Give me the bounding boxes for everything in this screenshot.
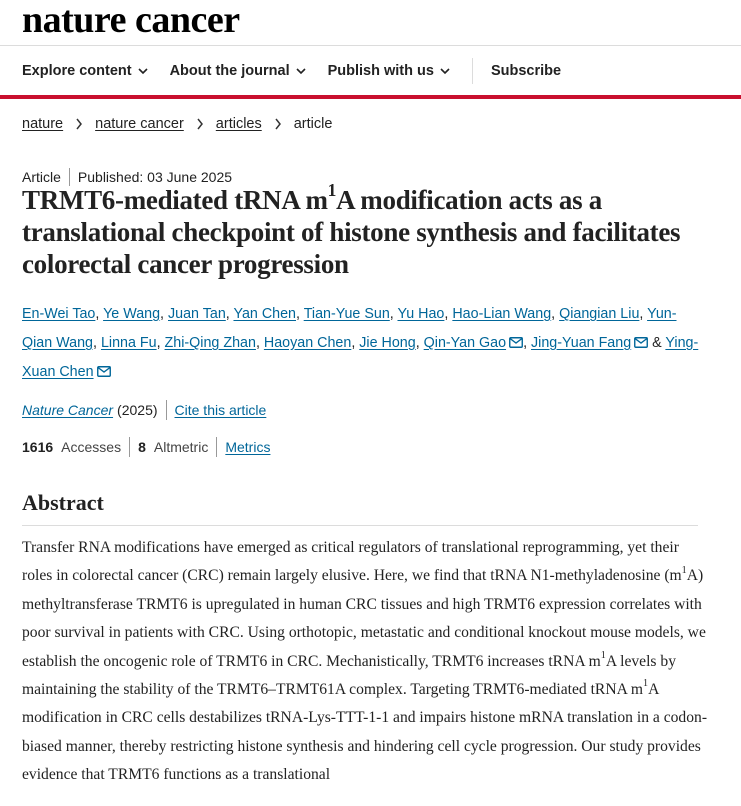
chevron-right-icon xyxy=(75,118,83,130)
author-separator: & xyxy=(648,335,666,351)
nav-about-journal[interactable] xyxy=(170,63,306,79)
author-link[interactable]: Jie Hong xyxy=(359,335,416,351)
author-separator: , xyxy=(639,306,648,322)
mail-icon[interactable] xyxy=(97,359,111,370)
journal-divider xyxy=(166,400,167,420)
author-link[interactable]: En-Wei Tao xyxy=(22,306,96,322)
chevron-right-icon xyxy=(274,118,282,130)
nav-subscribe[interactable] xyxy=(491,63,561,79)
author-link[interactable]: Juan Tan xyxy=(168,306,226,322)
site-logo[interactable]: nature cancer xyxy=(22,0,240,41)
article-title xyxy=(22,180,682,280)
article-metrics xyxy=(22,437,270,457)
author-separator: , xyxy=(551,306,560,322)
nav-publish-with-us[interactable] xyxy=(328,63,450,79)
author-link[interactable]: Jing-Yuan Fang xyxy=(531,335,632,351)
breadcrumb xyxy=(22,116,332,132)
nav-explore-content[interactable] xyxy=(22,63,148,79)
author-separator: , xyxy=(444,306,453,322)
abstract-heading: Abstract xyxy=(22,490,104,515)
author-link[interactable]: Linna Fu xyxy=(100,335,157,351)
breadcrumb-current: article xyxy=(293,116,333,132)
author-separator: , xyxy=(351,335,360,351)
abstract-superscript: 1 xyxy=(643,678,649,690)
mail-icon[interactable] xyxy=(634,330,648,341)
author-separator: , xyxy=(296,306,304,322)
abstract-segment: Transfer RNA modifications have emerged as critical regulators of translational reprogramming, yet their roles in colorectal cancer (CRC) remain largely elusive. Here, we find that tRNA N1-methyladenosine (m xyxy=(22,539,682,585)
title-superscript: 1 xyxy=(327,180,337,201)
abstract-text xyxy=(22,534,707,790)
journal-info xyxy=(22,400,266,420)
author-separator: , xyxy=(415,335,424,351)
author-separator: , xyxy=(160,306,168,322)
mail-icon[interactable] xyxy=(509,330,523,341)
author-separator: , xyxy=(156,335,165,351)
publication-year: (2025) xyxy=(117,402,158,418)
metrics-divider xyxy=(216,437,217,457)
chevron-right-icon xyxy=(196,118,204,130)
author-separator: , xyxy=(389,306,398,322)
altmetric-count: 8 xyxy=(138,439,146,455)
title-text: TRMT6-mediated tRNA m xyxy=(22,185,328,215)
chevron-down-icon xyxy=(296,66,306,76)
author-separator: , xyxy=(255,335,264,351)
header-divider xyxy=(0,45,741,46)
author-separator: , xyxy=(93,335,101,351)
title-text: A modification acts as a translational checkpoint of histone synthesis and facilitates colorectal cancer progression xyxy=(22,185,681,279)
author-link[interactable]: Yu Hao xyxy=(397,306,445,322)
author-link[interactable]: Tian-Yue Sun xyxy=(303,306,390,322)
author-list xyxy=(22,300,702,387)
author-link[interactable]: Haoyan Chen xyxy=(263,335,352,351)
nav-divider xyxy=(472,58,473,84)
main-nav xyxy=(22,56,583,86)
abstract-segment: A) methyltransferase TRMT6 is upregulated in human CRC tissues and high TRMT6 expression correlates with poor survival in patients with CRC. Using orthotopic, metastatic and conditional knockout mouse models, we establish the oncogenic role of TRMT6 in CRC. Mechanistically, TRMT6 increases tRNA m xyxy=(22,567,706,670)
abstract-segment: A modification in CRC cells destabilizes tRNA-Lys-TTT-1-1 and impairs histone mRNA translation in a codon-biased manner, thereby restricting histone synthesis and hindering cell cycle progression. Our study provides evidence that TRMT6 functions as a translational xyxy=(22,681,708,784)
metrics-divider xyxy=(129,437,130,457)
breadcrumb-nature[interactable]: nature xyxy=(22,116,64,132)
chevron-down-icon xyxy=(440,66,450,76)
author-link[interactable]: Qiangian Liu xyxy=(559,306,640,322)
author-link[interactable]: Yun-Qian Wang xyxy=(22,306,677,351)
author-separator: , xyxy=(225,306,234,322)
author-link[interactable]: Ying-Xuan Chen xyxy=(22,335,699,380)
author-separator: , xyxy=(95,306,104,322)
published-date: Published: 03 June 2025 xyxy=(77,169,233,185)
author-link[interactable]: Hao-Lian Wang xyxy=(452,306,552,322)
author-link[interactable]: Qin-Yan Gao xyxy=(423,335,507,351)
abstract-divider xyxy=(22,525,698,526)
nav-item-label: About the journal xyxy=(169,63,290,79)
altmetric-label: Altmetric xyxy=(153,439,209,455)
breadcrumb-nature-cancer[interactable]: nature cancer xyxy=(95,116,184,132)
nav-item-label: Subscribe xyxy=(490,63,562,79)
abstract-superscript: 1 xyxy=(600,649,606,661)
accesses-count: 1616 xyxy=(22,439,54,455)
brand-bar xyxy=(0,95,741,99)
author-separator: , xyxy=(523,335,532,351)
author-link[interactable]: Yan Chen xyxy=(233,306,296,322)
nav-item-label: Publish with us xyxy=(327,63,434,79)
abstract-segment: A levels by maintaining the stability of the TRMT6–TRMT61A complex. Targeting TRMT6-mediated tRNA m xyxy=(22,652,676,699)
article-type: Article xyxy=(22,169,61,185)
cite-this-article-link[interactable]: Cite this article xyxy=(174,402,267,418)
journal-name-link[interactable]: Nature Cancer xyxy=(22,402,114,418)
nav-item-label: Explore content xyxy=(22,63,132,79)
chevron-down-icon xyxy=(138,66,148,76)
breadcrumb-articles[interactable]: articles xyxy=(215,116,262,132)
abstract-superscript: 1 xyxy=(681,564,687,576)
accesses-label: Accesses xyxy=(61,439,122,455)
author-link[interactable]: Ye Wang xyxy=(103,306,161,322)
author-link[interactable]: Zhi-Qing Zhan xyxy=(164,335,256,351)
metrics-link[interactable]: Metrics xyxy=(225,439,271,455)
